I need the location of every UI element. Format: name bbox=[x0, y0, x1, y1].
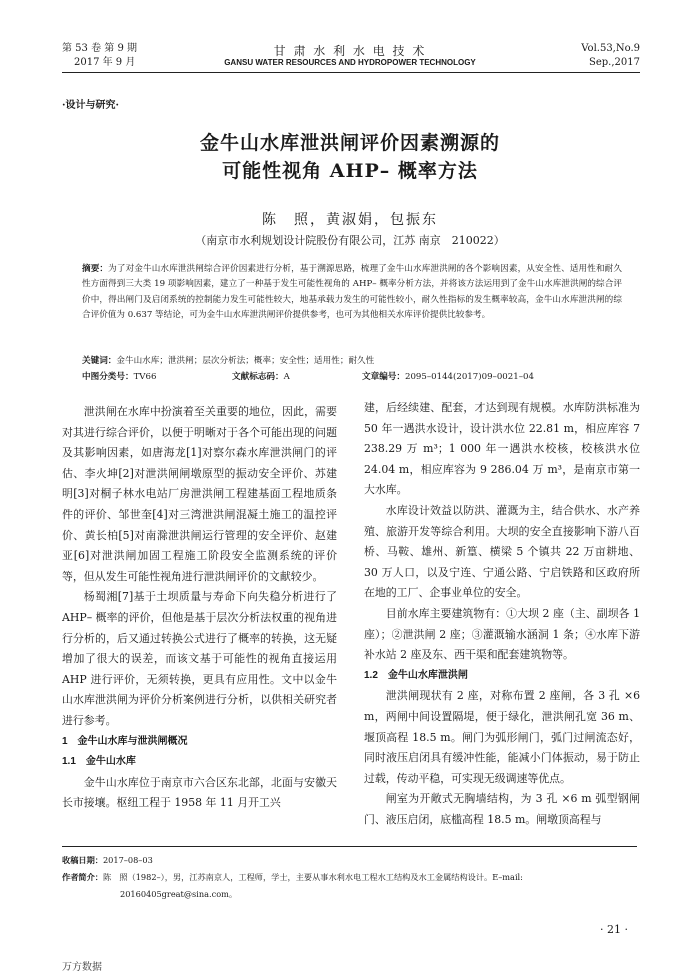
column-tag: ·设计与研究· bbox=[62, 100, 119, 111]
classification-line bbox=[82, 370, 622, 384]
affiliation: （南京市水利规划设计院股份有限公司，江苏 南京 210022） bbox=[195, 234, 505, 247]
keywords bbox=[82, 354, 622, 368]
journal-title-en: GANSU WATER RESOURCES AND HYDROPOWER TECHNOLOGY bbox=[224, 58, 476, 67]
received-value: 2017–08–03 bbox=[102, 855, 153, 865]
date-cn: 2017 年 9 月 bbox=[74, 57, 136, 68]
title-line-1: 金牛山水库泄洪闸评价因素溯源的 bbox=[199, 132, 500, 154]
body-right-column bbox=[364, 398, 640, 830]
keywords-label: 关键词： bbox=[82, 356, 117, 366]
doc-code: A bbox=[283, 372, 290, 382]
authors: 陈 照，黄淑娟，包振东 bbox=[262, 212, 438, 228]
volume-issue-en: Vol.53,No.9 bbox=[581, 43, 640, 54]
article-number-label: 文章编号： bbox=[362, 372, 405, 382]
paragraph: 杨蜀湘[7]基于土坝质量与寿命下向失稳分析进行了 AHP– 概率的评价，但他是基于层次分析法权重的视角进行分析的，后又通过转换公式进行了概率的转换，这无疑增加了很大的误差，而该文基于可能性的视角直接运用 AHP 进行评价，无须转换，更具有应用性。文中以金牛山水库泄洪闸为评价分析案例进行分析，以供相关研究者进行参考。 bbox=[62, 590, 337, 727]
subsection-heading-1-1: 1.1 金牛山水库 bbox=[62, 756, 136, 768]
paragraph: 金牛山水库位于南京市六合区东北部，北面与安徽天长市接壤。枢纽工程于 1958 年 11 月开工兴 bbox=[62, 775, 337, 810]
wanfang-watermark: 万方数据 bbox=[62, 962, 102, 973]
section-heading-1: 1 金牛山水库与泄洪闸概况 bbox=[62, 735, 188, 747]
clc-label: 中图分类号： bbox=[82, 372, 134, 382]
title-line-2: 可能性视角 AHP– 概率方法 bbox=[222, 160, 478, 182]
abstract-text: 为了对金牛山水库泄洪闸综合评价因素进行分析，基于溯源思路，梳理了金牛山水库泄洪闸的各个影响因素，从安全性、适用性和耐久性方面得到三大类 19 项影响因素，建立了一种基于发生可能性视角的 AHP– 概率分析方法，并将该方法运用到了金牛山水库泄洪闸的综合评价中，得出闸门及启闭系统的控制能力发生可能性较大，地基承载力发生的可能性较小，耐久性指标的发生概率较高，金牛山水库泄洪闸的综合评价值为 0.637 等结论，可为金牛山水库泄洪闸评价提供参考，也可为其他相关水库评价提供比较参考。 bbox=[82, 264, 622, 321]
abstract bbox=[82, 262, 622, 324]
header-rule bbox=[62, 72, 640, 73]
received-date bbox=[62, 852, 642, 869]
author-bio bbox=[62, 869, 642, 886]
page-number: · 21 · bbox=[600, 923, 628, 936]
abstract-label: 摘要： bbox=[82, 264, 109, 274]
paragraph: 目前水库主要建筑物有：①大坝 2 座（主、副坝各 1 座）；②泄洪闸 2 座；③灌溉输水涵洞 1 条；④水库下游补水站 2 座及东、西干渠和配套建筑物等。 bbox=[364, 606, 640, 662]
received-label: 收稿日期： bbox=[62, 855, 103, 865]
paragraph: 水库设计效益以防洪、灌溉为主，结合供水、水产养殖、旅游开发等综合利用。大坝的安全直接影响下游八百桥、马鞍、雄州、新篁、横梁 5 个镇共 22 万亩耕地、30 万人口，以及宁连、宁通公路、宁启铁路和区政府所在地的工厂、企事业单位的安全。 bbox=[364, 503, 640, 600]
date-en: Sep.,2017 bbox=[589, 57, 640, 68]
author-bio-label: 作者简介： bbox=[62, 872, 103, 882]
clc-code: TV66 bbox=[133, 372, 157, 382]
article-number: 2095–0144(2017)09–0021–04 bbox=[404, 372, 534, 382]
paragraph: 建，后经续建、配套，才达到现有规模。水库防洪标准为 50 年一遇洪水设计，设计洪水位 22.81 m，相应库容 7 238.29 万 m³；1 000 年一遇洪水校核，校核洪水位 24.04 m，相应库容为 9 286.04 万 m³，是南京市第一大水库。 bbox=[364, 401, 640, 497]
body-left-column bbox=[62, 402, 337, 814]
paragraph: 闸室为开敞式无胸墙结构，为 3 孔 ×6 m 弧型钢闸门、液压启闭，底槛高程 18.5 m。闸墩顶高程与 bbox=[364, 792, 640, 826]
paragraph: 泄洪闸在水库中扮演着至关重要的地位，因此，需要对其进行综合评价，以便于明晰对于各个可能出现的问题及其影响因素，如唐海龙[1]对察尔森水库泄洪闸门的评估、李火坤[2]对泄洪闸闸墩原型的振动安全评价、苏建明[3]对桐子林水电站厂房泄洪闸工程建基面工程地质条件的评价、邹世奎[4]对三湾泄洪闸混凝土施工的温控评价、黄长柏[5]对南滁泄洪闸运行管理的安全评价、赵建亚[6]对泄洪闸加固工程施工阶段安全监测系统的评价等，但从发生可能性视角进行泄洪闸评价的文献较少。 bbox=[62, 405, 337, 583]
volume-issue-cn: 第 53 卷 第 9 期 bbox=[62, 43, 137, 54]
subsection-heading-1-2: 1.2 金牛山水库泄洪闸 bbox=[364, 669, 468, 681]
paragraph: 泄洪闸现状有 2 座，对称布置 2 座闸，各 3 孔 ×6 m，两闸中间设置隔堤，便于绿化，泄洪闸孔宽 36 m、堰顶高程 18.5 m。闸门为弧形闸门，弧门过闸流态好，同时液压启闭具有缓冲性能，能减小门体振动，易于防止过载，传动平稳，可实现无级调速等优点。 bbox=[364, 689, 640, 785]
author-email: 20160405great@sina.com。 bbox=[120, 889, 238, 899]
author-bio-text: 陈 照（1982–），男，江苏南京人，工程师，学士，主要从事水利水电工程水工结构及水工金属结构设计。E–mail: bbox=[102, 872, 523, 882]
journal-title-cn: 甘 肃 水 利 水 电 技 术 bbox=[273, 44, 427, 58]
doc-code-label: 文献标志码： bbox=[232, 372, 284, 382]
footnote-rule bbox=[62, 846, 637, 847]
keywords-text: 金牛山水库；泄洪闸；层次分析法；概率；安全性；适用性；耐久性 bbox=[116, 356, 375, 366]
